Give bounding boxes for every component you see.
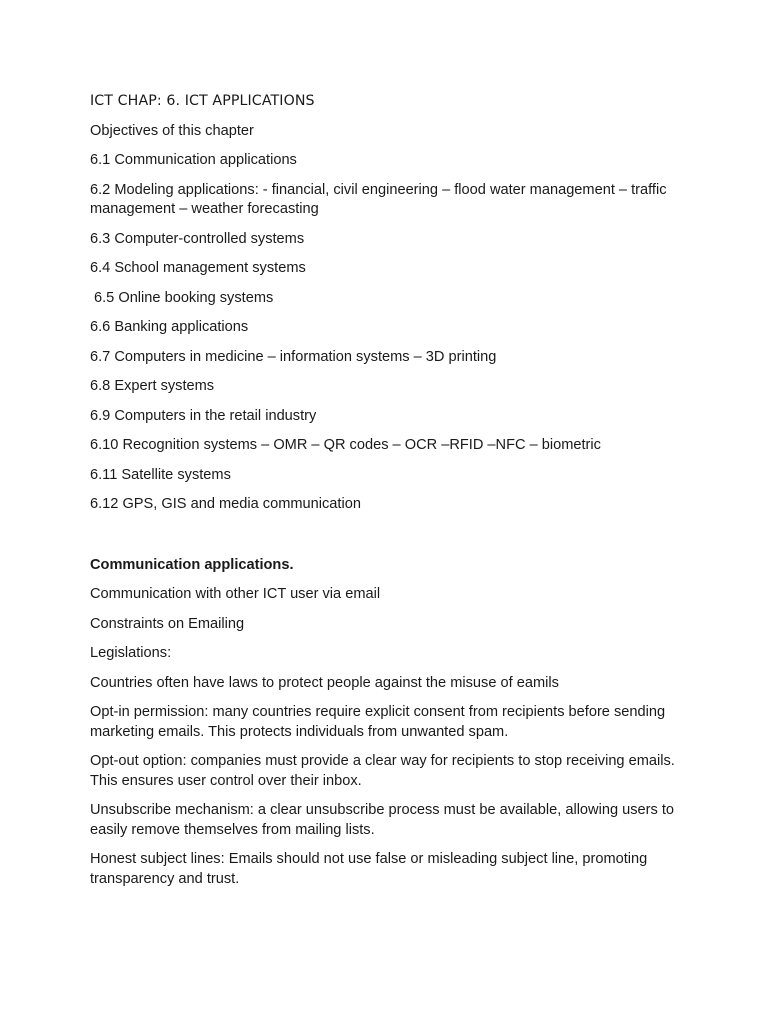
objective-item: 6.3 Computer-controlled systems xyxy=(90,230,305,247)
section-paragraph: Opt-out option: companies must provide a clear way for recipients to stop receiving emails. This ensures user control over their inbox. xyxy=(90,753,675,789)
objective-item: 6.2 Modeling applications: - financial, civil engineering – flood water management – traffic management – weather forecasting xyxy=(90,181,667,217)
objective-item: 6.4 School management systems xyxy=(90,260,306,276)
objective-item: 6.1 Communication applications xyxy=(90,152,297,168)
section-paragraph: Communication with other ICT user via email xyxy=(90,586,381,602)
section-paragraph: Unsubscribe mechanism: a clear unsubscribe process must be available, allowing users to easily remove themselves from mailing lists. xyxy=(90,802,675,838)
document-body xyxy=(90,92,686,899)
objective-item: 6.7 Computers in medicine – information systems – 3D printing xyxy=(90,348,497,365)
section-paragraph: Opt-in permission: many countries require explicit consent from recipients before sending marketing emails. This protects individuals from unwanted spam. xyxy=(90,704,666,740)
section-paragraph: Honest subject lines: Emails should not use false or misleading subject line, promoting transparency and trust. xyxy=(90,851,648,887)
objective-item: 6.5 Online booking systems xyxy=(94,289,274,306)
objective-item: 6.11 Satellite systems xyxy=(90,466,231,483)
objective-item: 6.10 Recognition systems – OMR – QR codes – OCR –RFID –NFC – biometric xyxy=(90,437,601,453)
section-paragraph: Legislations: xyxy=(90,645,172,661)
objective-item: 6.12 GPS, GIS and media communication xyxy=(90,496,361,512)
document-title: ICT CHAP: 6. ICT APPLICATIONS xyxy=(90,93,315,109)
objective-item: 6.6 Banking applications xyxy=(90,319,249,335)
section-paragraph: Countries often have laws to protect people against the misuse of eamils xyxy=(90,674,559,691)
objective-item: 6.8 Expert systems xyxy=(90,378,215,394)
objectives-heading: Objectives of this chapter xyxy=(90,122,254,139)
section-spacer xyxy=(90,525,686,556)
section-paragraph: Constraints on Emailing xyxy=(90,615,245,632)
section-heading: Communication applications. xyxy=(90,556,294,573)
objective-item: 6.9 Computers in the retail industry xyxy=(90,407,317,424)
